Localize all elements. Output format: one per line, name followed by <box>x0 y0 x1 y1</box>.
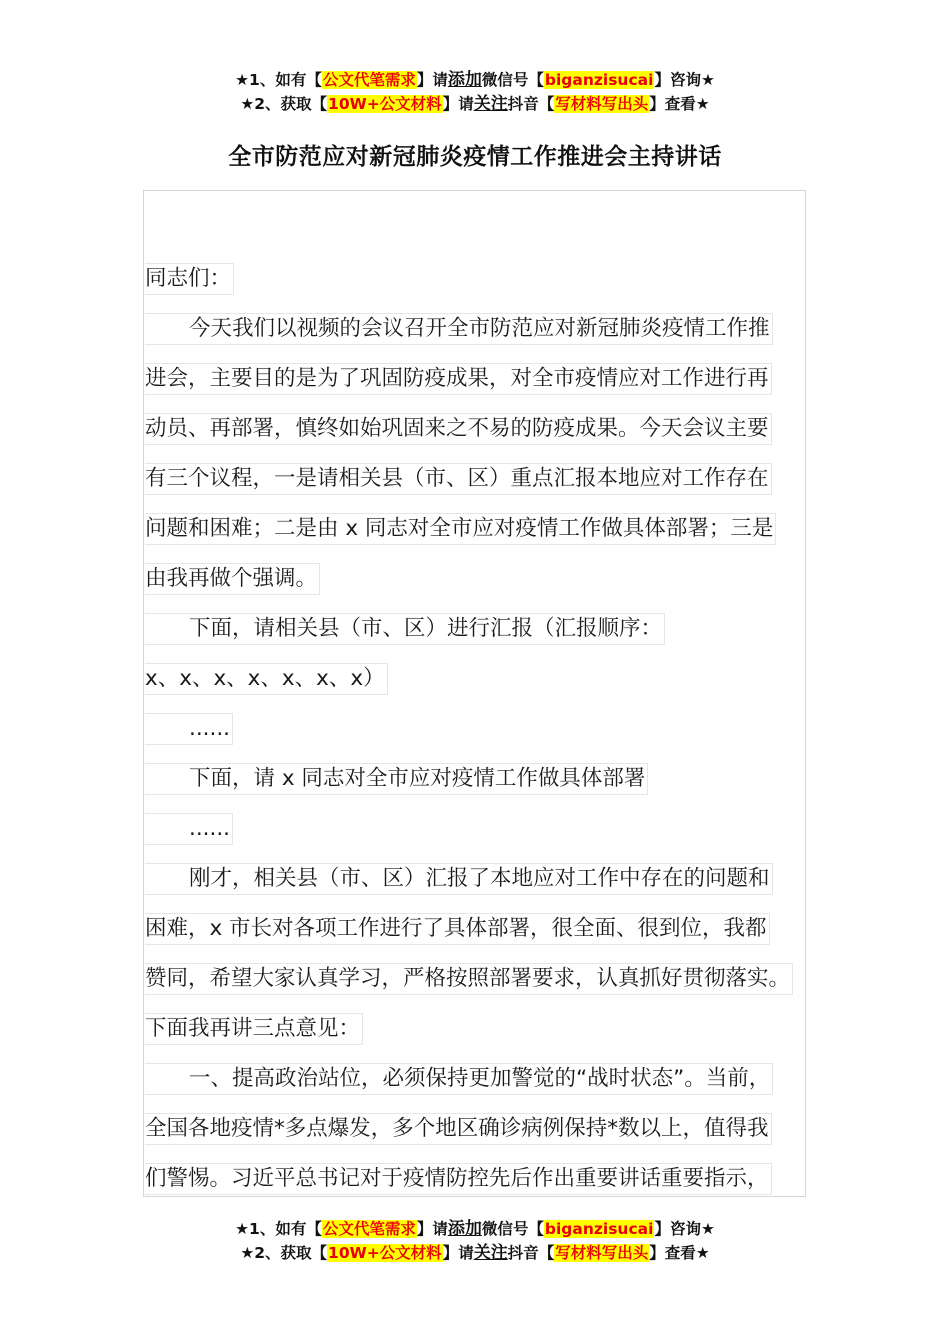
promo-emphasis: 添加 <box>447 1219 482 1239</box>
body-line: 动员、再部署，慎终如始巩固来之不易的防疫成果。今天会议主要 <box>145 403 805 453</box>
promo-text: 】请 <box>442 95 474 113</box>
body-line: 一、提高政治站位，必须保持更加警觉的“战时状态”。当前， <box>145 1053 805 1103</box>
promo-text: ★2、获取【 <box>240 95 328 113</box>
document-body <box>145 253 805 1203</box>
body-line: 下面，请相关县（市、区）进行汇报（汇报顺序： <box>145 603 805 653</box>
promo-text: 抖音【 <box>507 1244 555 1262</box>
body-line: 赞同，希望大家认真学习，严格按照部署要求，认真抓好贯彻落实。 <box>145 953 805 1003</box>
promo-emphasis: 关注 <box>473 1243 508 1263</box>
promo-highlight: 10W+公文材料 <box>328 1244 442 1262</box>
body-line: ...... <box>145 803 805 853</box>
promo-text: 抖音【 <box>507 95 555 113</box>
promo-line-1 <box>0 1217 950 1241</box>
wechat-id-highlight: biganzisucai <box>544 71 654 89</box>
body-line: ...... <box>145 703 805 753</box>
document-title: 全市防范应对新冠肺炎疫情工作推进会主持讲话 <box>228 144 722 170</box>
douyin-id-highlight: 写材料写出头 <box>555 1244 649 1262</box>
promo-text: 微信号【 <box>481 1220 544 1238</box>
body-line: 刚才，相关县（市、区）汇报了本地应对工作中存在的问题和 <box>145 853 805 903</box>
promo-emphasis: 关注 <box>473 94 508 114</box>
promo-text: 微信号【 <box>481 71 544 89</box>
top-promo-banner <box>0 68 950 116</box>
promo-text: 】咨询★ <box>654 1220 715 1238</box>
body-line: 有三个议程，一是请相关县（市、区）重点汇报本地应对工作存在 <box>145 453 805 503</box>
promo-highlight: 10W+公文材料 <box>328 95 442 113</box>
body-line: 下面我再讲三点意见： <box>145 1003 805 1053</box>
body-line: 困难，x 市长对各项工作进行了具体部署，很全面、很到位，我都 <box>145 903 805 953</box>
promo-highlight: 公文代笔需求 <box>322 1220 416 1238</box>
promo-emphasis: 添加 <box>447 70 482 90</box>
promo-text: 】请 <box>442 1244 474 1262</box>
body-line: 今天我们以视频的会议召开全市防范应对新冠肺炎疫情工作推 <box>145 303 805 353</box>
body-line: 们警惕。习近平总书记对于疫情防控先后作出重要讲话重要指示， <box>145 1153 805 1203</box>
body-line: 下面，请 x 同志对全市应对疫情工作做具体部署 <box>145 753 805 803</box>
promo-highlight: 公文代笔需求 <box>322 71 416 89</box>
promo-line-2 <box>0 92 950 116</box>
douyin-id-highlight: 写材料写出头 <box>555 95 649 113</box>
promo-text: 】请 <box>416 1220 448 1238</box>
promo-text: ★1、如有【 <box>235 71 322 89</box>
body-line: 全国各地疫情*多点爆发，多个地区确诊病例保持*数以上，值得我 <box>145 1103 805 1153</box>
body-line: x、x、x、x、x、x、x） <box>145 653 805 703</box>
promo-text: ★2、获取【 <box>240 1244 328 1262</box>
wechat-id-highlight: biganzisucai <box>544 1220 654 1238</box>
promo-text: 】查看★ <box>649 1244 710 1262</box>
body-line: 由我再做个强调。 <box>145 553 805 603</box>
promo-text: 】查看★ <box>649 95 710 113</box>
promo-line-1 <box>0 68 950 92</box>
promo-text: ★1、如有【 <box>235 1220 322 1238</box>
promo-line-2 <box>0 1241 950 1265</box>
body-line: 问题和困难；二是由 x 同志对全市应对疫情工作做具体部署；三是 <box>145 503 805 553</box>
body-line: 同志们： <box>145 253 805 303</box>
promo-text: 】咨询★ <box>654 71 715 89</box>
promo-text: 】请 <box>416 71 448 89</box>
bottom-promo-banner <box>0 1217 950 1265</box>
body-line: 进会，主要目的是为了巩固防疫成果，对全市疫情应对工作进行再 <box>145 353 805 403</box>
